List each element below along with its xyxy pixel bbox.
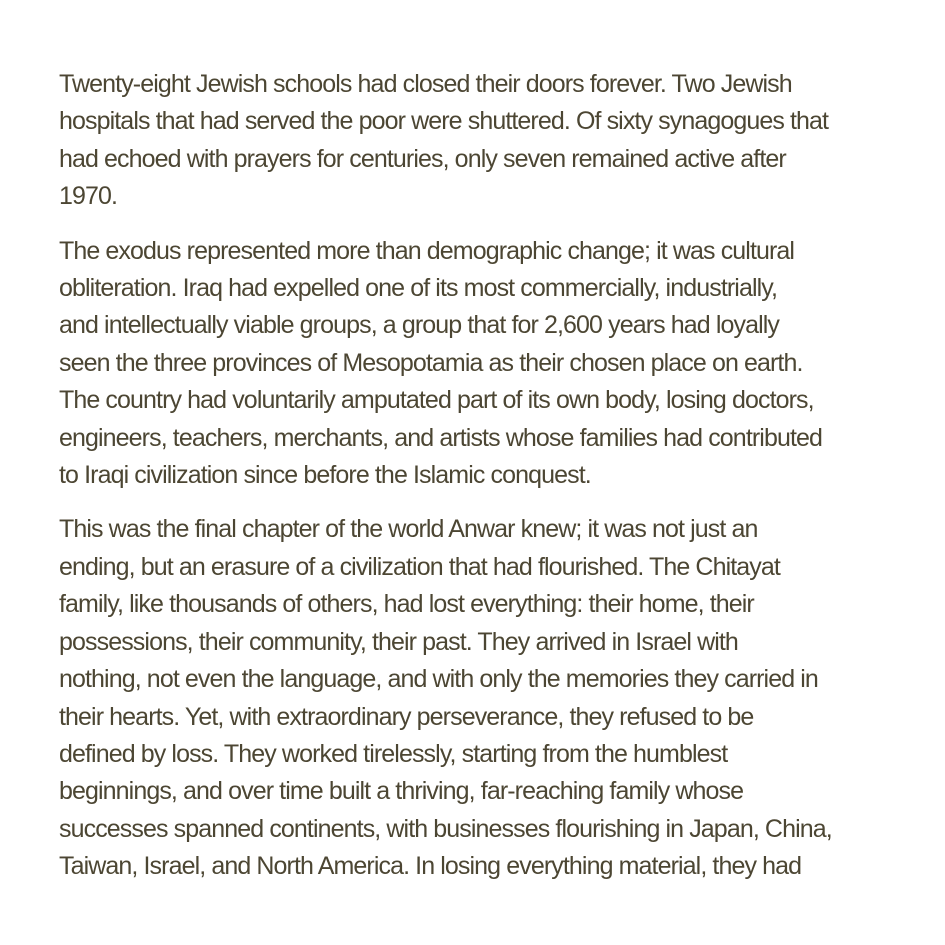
text-line: engineers, teachers, merchants, and artists whose families had contributed xyxy=(59,423,823,452)
text-line: The exodus represented more than demographic change; it was cultural xyxy=(59,236,795,265)
text-line: The country had voluntarily amputated part of its own body, losing doctors, xyxy=(59,386,814,415)
text-line: their hearts. Yet, with extraordinary perseverance, they refused to be xyxy=(59,702,754,731)
text-line: to Iraqi civilization since before the Islamic conquest. xyxy=(59,461,591,490)
text-line: Twenty-eight Jewish schools had closed their doors forever. Two Jewish xyxy=(59,70,792,98)
text-line: nothing, not even the language, and with only the memories they carried in xyxy=(59,665,818,694)
text-line: family, like thousands of others, had lost everything: their home, their xyxy=(59,590,754,619)
text-line: This was the final chapter of the world Anwar knew; it was not just an xyxy=(59,515,758,544)
paragraph xyxy=(59,66,891,216)
text-block xyxy=(59,66,891,903)
text-line: successes spanned continents, with businesses flourishing in Japan, China, xyxy=(59,814,832,843)
text-line: defined by loss. They worked tirelessly, starting from the humblest xyxy=(59,739,728,768)
paragraph xyxy=(59,233,891,495)
text-line: seen the three provinces of Mesopotamia as their chosen place on earth. xyxy=(59,348,803,377)
text-line: 1970. xyxy=(59,182,118,211)
text-line: Taiwan, Israel, and North America. In losing everything material, they had xyxy=(59,852,802,881)
text-line: hospitals that had served the poor were shuttered. Of sixty synagogues that xyxy=(59,107,829,136)
text-line: had echoed with prayers for centuries, only seven remained active after xyxy=(59,144,786,173)
paragraph xyxy=(59,511,891,885)
text-line: possessions, their community, their past. They arrived in Israel with xyxy=(59,627,738,656)
text-line: obliteration. Iraq had expelled one of its most commercially, industrially, xyxy=(59,274,778,303)
text-line: ending, but an erasure of a civilization that had flourished. The Chitayat xyxy=(59,552,780,581)
text-line: and intellectually viable groups, a group that for 2,600 years had loyally xyxy=(59,311,779,340)
text-line: beginnings, and over time built a thriving, far-reaching family whose xyxy=(59,777,744,806)
